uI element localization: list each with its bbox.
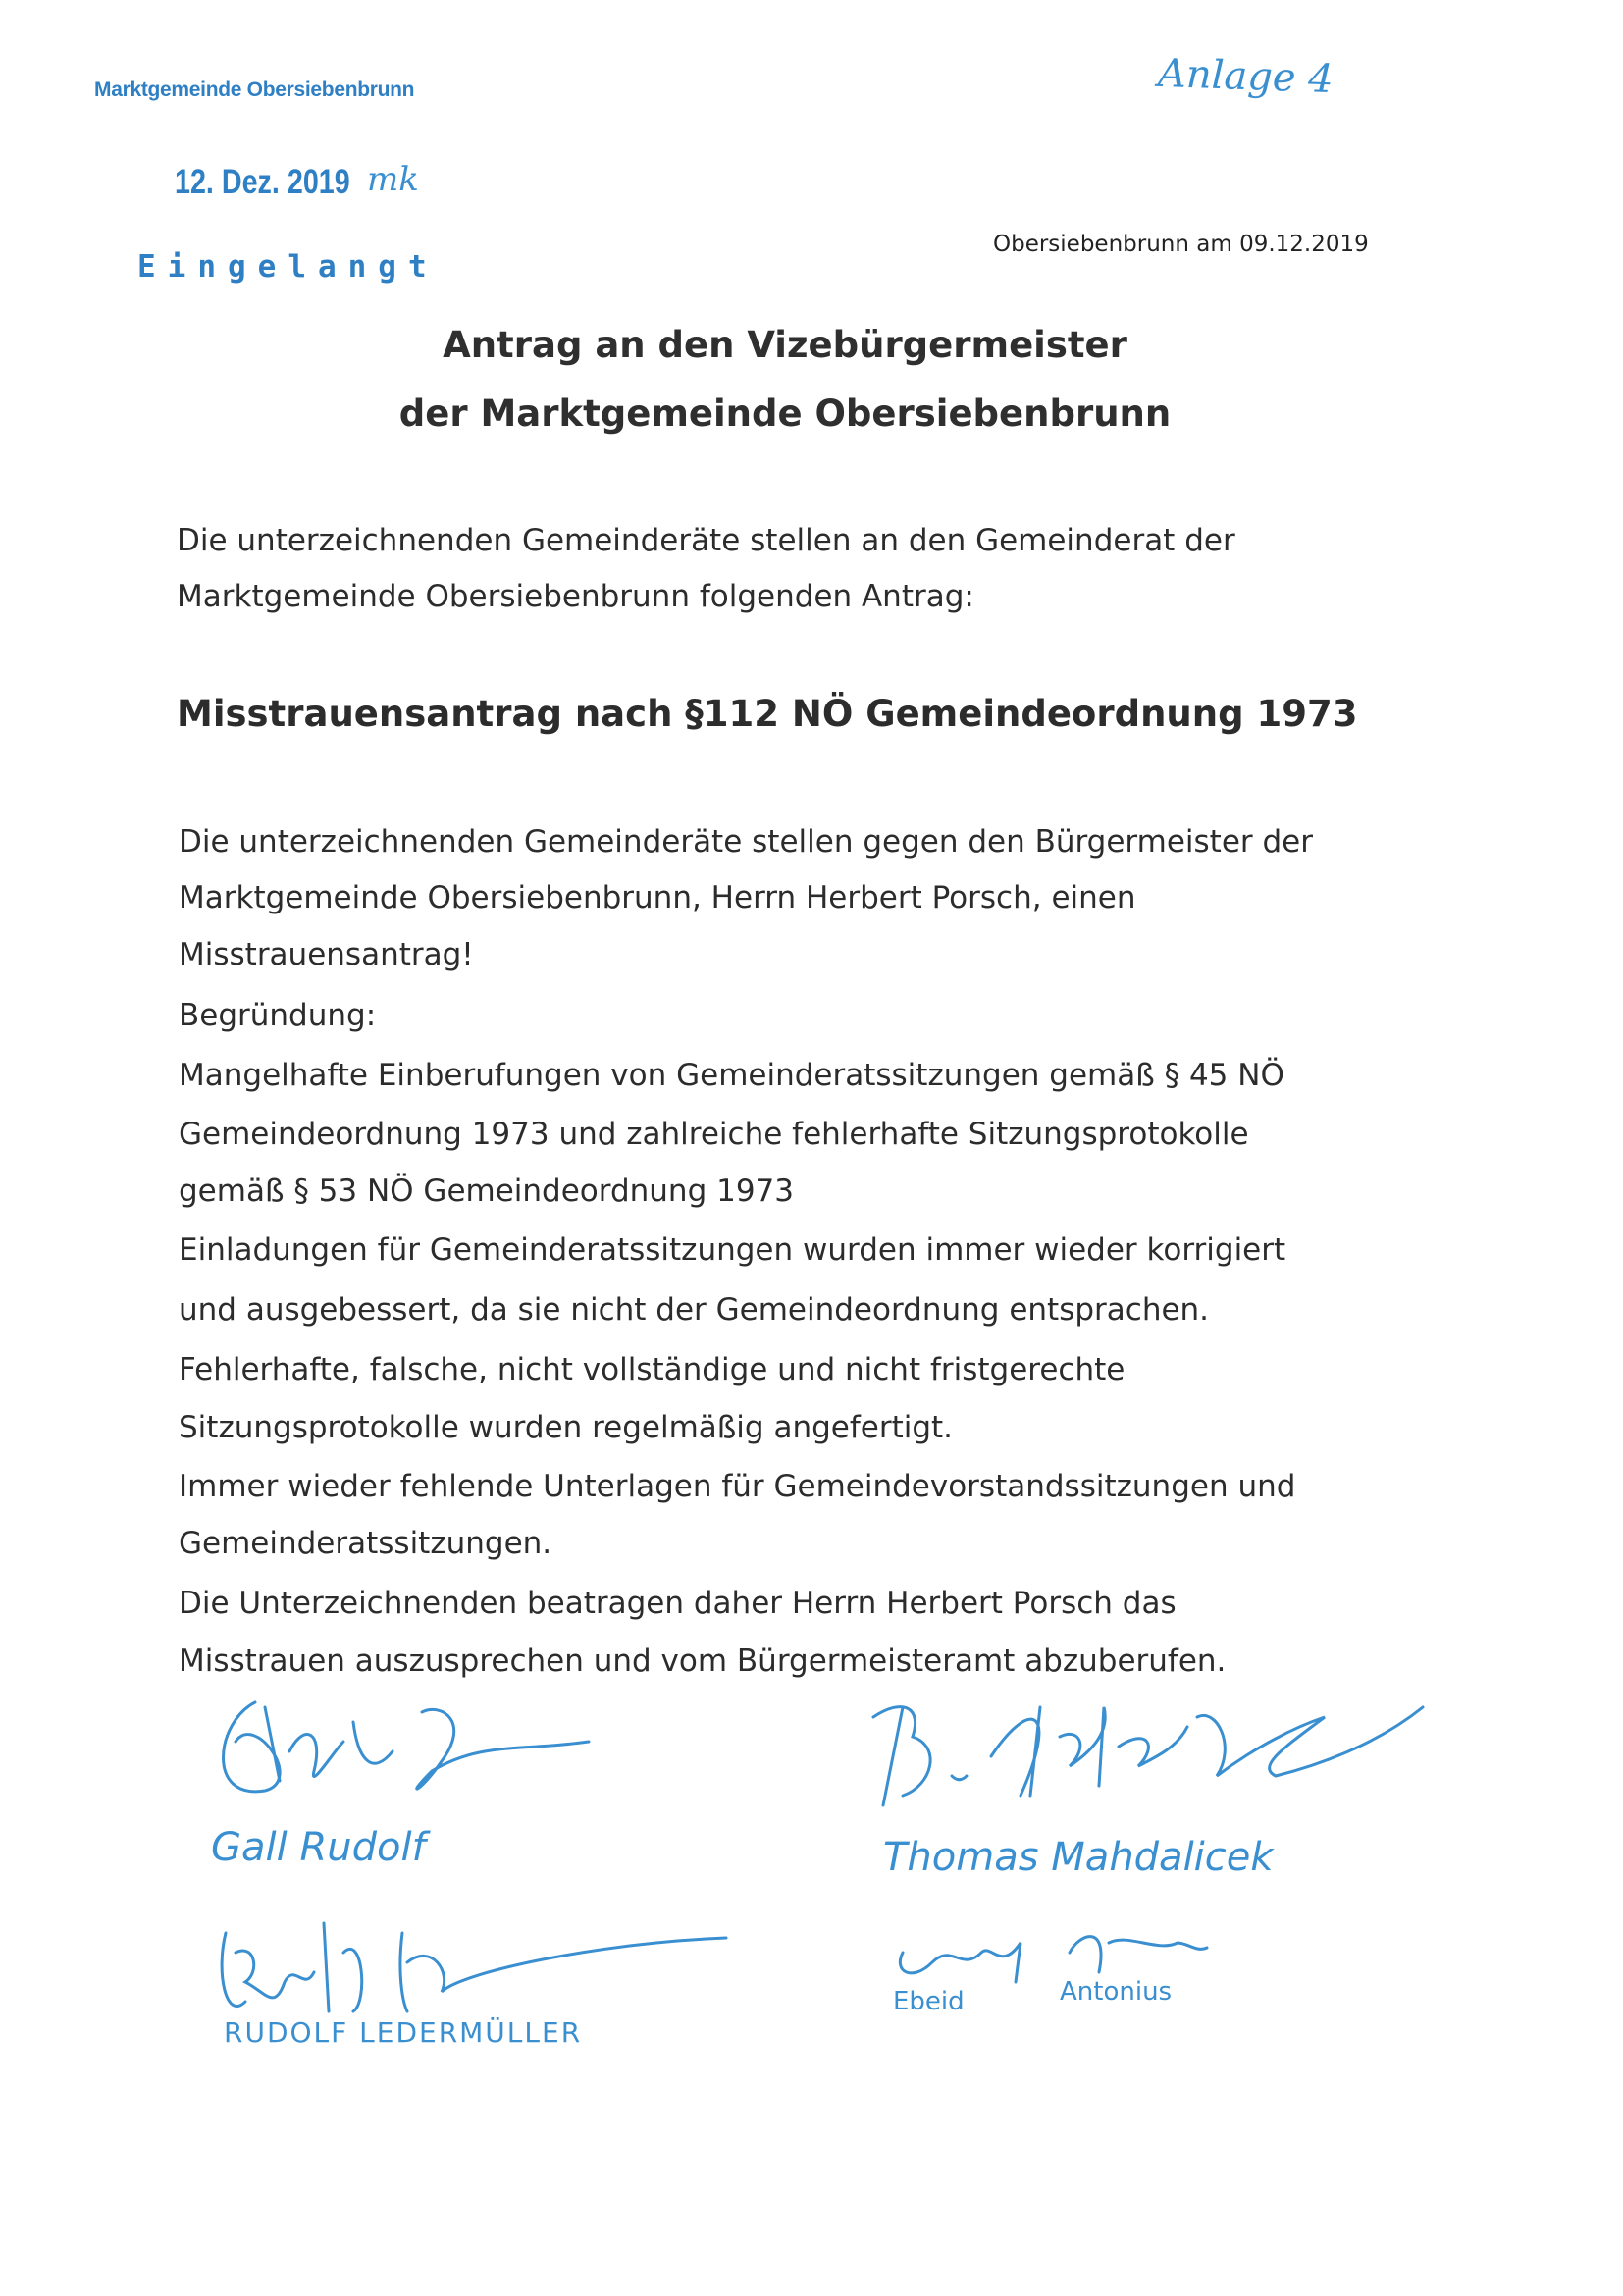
signature-name-right-1: Thomas Mahdalicek [883, 1835, 1274, 1880]
body-line: Einladungen für Gemeinderatssitzungen wurden immer wieder korrigiert [179, 1232, 1286, 1268]
body-line: Sitzungsprotokolle wurden regelmäßig angefertigt. [179, 1410, 954, 1445]
body-line: Die unterzeichnenden Gemeinderäte stellen gegen den Bürgermeister der [179, 824, 1313, 860]
signature-name-right-2a: Ebeid [893, 1987, 965, 2016]
signature-name-left-1: Gall Rudolf [211, 1825, 426, 1870]
body-line: Gemeinderatssitzungen. [179, 1526, 552, 1561]
place-date: Obersiebenbrunn am 09.12.2019 [993, 232, 1369, 257]
intro-line1: Die unterzeichnenden Gemeinderäte stellen an den Gemeinderat der [177, 523, 1235, 558]
stamp-date: 12. Dez. 2019 [175, 163, 350, 201]
intro-line2: Marktgemeinde Obersiebenbrunn folgenden Antrag: [177, 579, 974, 614]
stamp-received: Eingelangt [137, 249, 439, 285]
body-line: Misstrauensantrag! [179, 937, 474, 972]
handwritten-initials: mk [367, 160, 419, 199]
body-line: Fehlerhafte, falsche, nicht vollständige und nicht fristgerechte [179, 1352, 1126, 1387]
body-line: und ausgebessert, da sie nicht der Gemeindeordnung entsprachen. [179, 1292, 1210, 1328]
signature-scribble-left-bottom [206, 1913, 736, 2031]
body-line: Immer wieder fehlende Unterlagen für Gemeindevorstandssitzungen und [179, 1469, 1296, 1504]
body-line: gemäß § 53 NÖ Gemeindeordnung 1973 [179, 1174, 795, 1209]
signature-name-right-2b: Antonius [1060, 1977, 1173, 2007]
body-line: Gemeindeordnung 1973 und zahlreiche fehlerhafte Sitzungsprotokolle [179, 1117, 1249, 1152]
body-line: Marktgemeinde Obersiebenbrunn, Herrn Herbert Porsch, einen [179, 880, 1136, 915]
document-title-line1: Antrag an den Vizebürgermeister [443, 324, 1127, 366]
body-line: Mangelhafte Einberufungen von Gemeinderatssitzungen gemäß § 45 NÖ [179, 1058, 1284, 1093]
body-line: Die Unterzeichnenden beatragen daher Herrn Herbert Porsch das [179, 1586, 1177, 1621]
stamp-organization: Marktgemeinde Obersiebenbrunn [94, 78, 415, 101]
signature-scribble-right-top [864, 1688, 1433, 1825]
document-title-line2: der Marktgemeinde Obersiebenbrunn [398, 392, 1172, 435]
handwritten-annex-note: Anlage 4 [1157, 50, 1335, 103]
body-line: Misstrauen auszusprechen und vom Bürgermeisteramt abzuberufen. [179, 1644, 1227, 1679]
motion-subject: Misstrauensantrag nach §112 NÖ Gemeindeordnung 1973 [177, 693, 1358, 735]
signature-name-left-2: RUDOLF LEDERMÜLLER [224, 2016, 583, 2049]
signature-scribble-left-top [196, 1683, 608, 1830]
reasoning-heading: Begründung: [179, 998, 377, 1033]
